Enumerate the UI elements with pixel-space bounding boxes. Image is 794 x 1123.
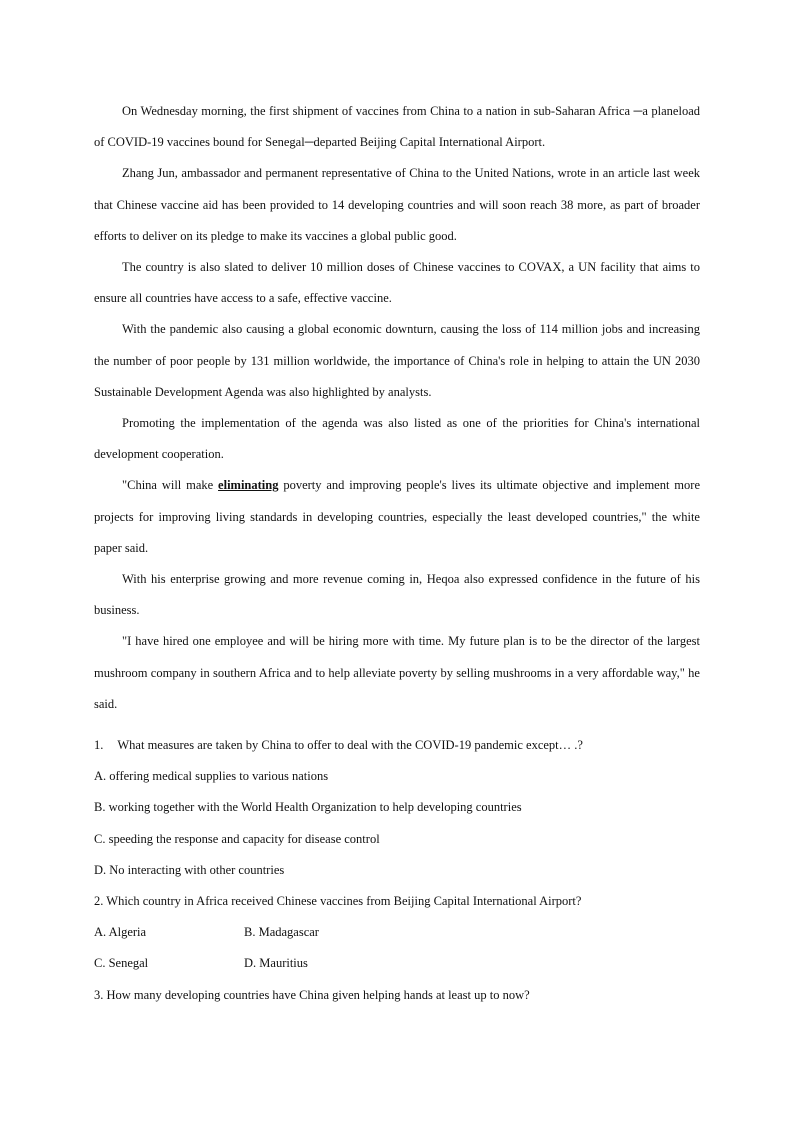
question-2-options-row-2 <box>94 948 700 979</box>
question-3: 3. How many developing countries have China given helping hands at least up to now? <box>94 987 530 1002</box>
question-1-text: What measures are taken by China to offer to deal with the COVID-19 pandemic except… .? <box>117 738 583 752</box>
paragraph-pandemic: With the pandemic also causing a global economic downturn, causing the loss of 114 million jobs and increasing the number of poor people by 131 million worldwide, the importance of China's role in helping to attain the UN 2030 Sustainable Development Agenda was also highlighted by analysts. <box>94 322 700 399</box>
question-2: 2. Which country in Africa received Chinese vaccines from Beijing Capital International Airport? <box>94 894 582 909</box>
question-1-option-c: C. speeding the response and capacity for disease control <box>94 831 380 846</box>
paragraph-zhang-jun: Zhang Jun, ambassador and permanent representative of China to the United Nations, wrote in an article last week that Chinese vaccine aid has been provided to 14 developing countries and will soon reach 38 more, as part of broader efforts to deliver on its pledge to make its vaccines a global public good. <box>94 166 700 243</box>
question-2-option-c: C. Senegal <box>94 956 149 971</box>
question-1-option-d: D. No interacting with other countries <box>94 862 285 877</box>
paragraph-shipment: On Wednesday morning, the first shipment of vaccines from China to a nation in sub-Saharan Africa ─a planeload of COVID-19 vaccines bound for Senegal─departed Beijing Capital International Airport. <box>94 104 700 150</box>
paragraph-covax: The country is also slated to deliver 10 million doses of Chinese vaccines to COVAX, a UN facility that aims to ensure all countries have access to a safe, effective vaccine. <box>94 260 700 306</box>
question-section <box>94 730 700 1011</box>
quote-before: "China will make <box>122 478 219 493</box>
question-2-option-a: A. Algeria <box>94 925 147 940</box>
keyword-eliminating: eliminating <box>218 478 279 493</box>
question-2-option-b: B. Madagascar <box>244 925 319 940</box>
article-body <box>94 96 700 720</box>
paragraph-agenda: Promoting the implementation of the agenda was also listed as one of the priorities for China's international development cooperation. <box>94 416 700 462</box>
quote-after: poverty and improving people's lives its ultimate objective and implement more projects for improving living standards in developing countries, especially the least developed countries," the white paper said. <box>94 478 700 555</box>
question-1-option-a: A. offering medical supplies to various nations <box>94 769 329 784</box>
question-2-options-row-1 <box>94 917 700 948</box>
question-2-option-d: D. Mauritius <box>244 956 308 971</box>
question-1 <box>94 730 700 761</box>
question-1-option-b: B. working together with the World Health Organization to help developing countries <box>94 800 522 815</box>
paragraph-heqoa: With his enterprise growing and more revenue coming in, Heqoa also expressed confidence in the future of his business. <box>94 572 700 618</box>
paragraph-white-paper-quote <box>94 470 700 564</box>
question-1-number: 1. <box>94 738 104 752</box>
paragraph-mushroom-quote: "I have hired one employee and will be hiring more with time. My future plan is to be the director of the largest mushroom company in southern Africa and to help alleviate poverty by selling mushrooms in a very affordable way," he said. <box>94 634 700 711</box>
